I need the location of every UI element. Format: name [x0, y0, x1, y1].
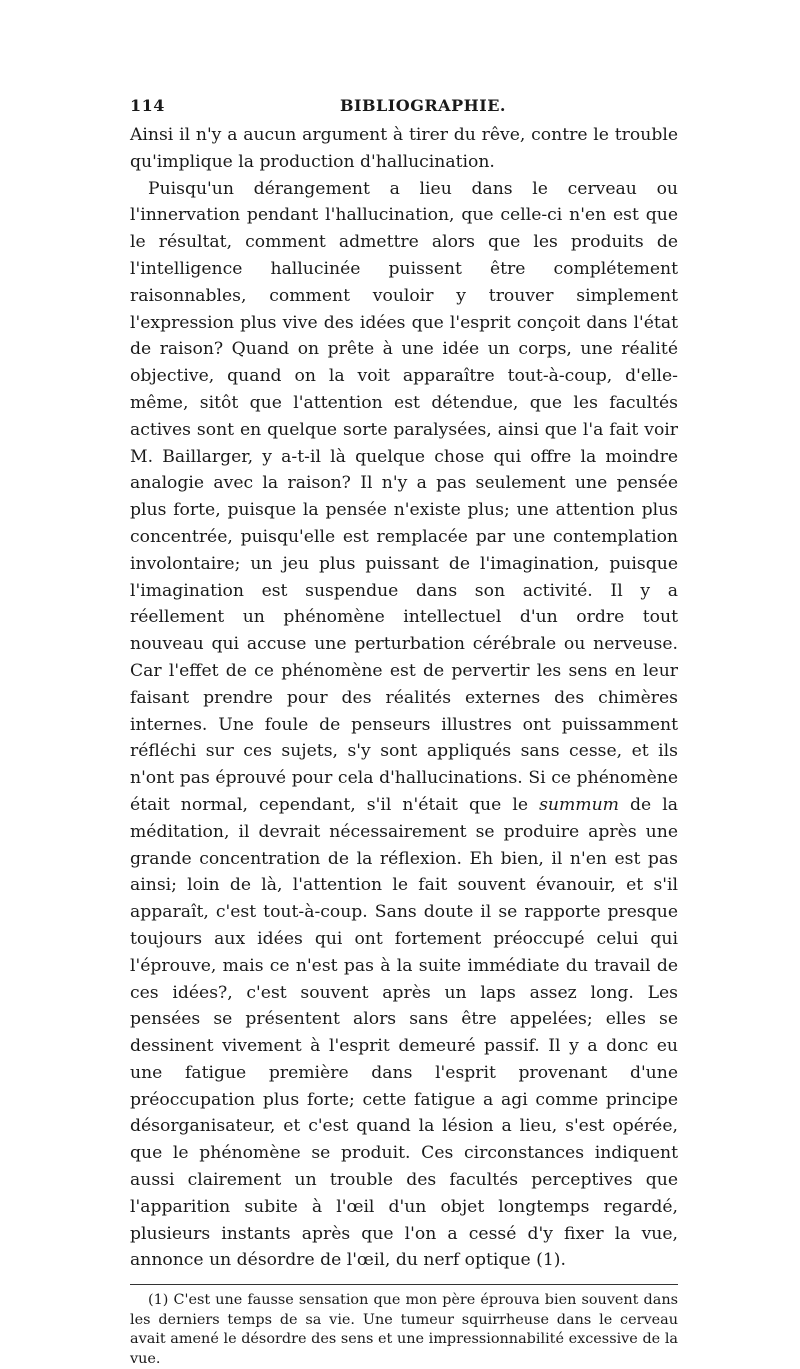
page-number: 114: [130, 96, 165, 115]
body-text: [130, 122, 678, 1274]
footnote: (1) C'est une fausse sensation que mon père éprouva bien souvent dans les derniers temps de sa vie. Une tumeur squirrheuse dans le cerveau avait amené le désordre des sens et une impressionnabilité excessive de la vue.: [130, 1292, 678, 1367]
paragraph-2: [130, 176, 678, 1275]
footnote-divider: [130, 1284, 678, 1285]
book-page: [130, 96, 678, 1369]
running-title: BIBLIOGRAPHIE.: [340, 96, 506, 115]
paragraph-1: Ainsi il n'y a aucun argument à tirer du rêve, contre le trouble qu'implique la production d'hallucination.: [130, 125, 678, 172]
paragraph-2-part-1: Puisqu'un dérangement a lieu dans le cerveau ou l'innervation pendant l'hallucination, que celle-ci n'en est que le résultat, comment admettre alors que les produits de l'intelligence hallucinée puissent être complétement raisonnables, comment vouloir y trouver simplement l'expression plus vive des idées que l'esprit conçoit dans l'état de raison? Quand on prête à une idée un corps, une réalité objective, quand on la voit apparaître tout-à-coup, d'elle-même, sitôt que l'attention est détendue, que les facultés actives sont en quelque sorte paralysées, ainsi que l'a fait voir M. Baillarger, y a-t-il là quelque chose qui offre la moindre analogie avec la raison? Il n'y a pas seulement une pensée plus forte, puisque la pensée n'existe plus; une attention plus concentrée, puisqu'elle est remplacée par une contemplation involontaire; un jeu plus puissant de l'imagination, puisque l'imagination est suspendue dans son activité. Il y a réellement un phénomène intellectuel d'un ordre tout nouveau qui accuse une perturbation cérébrale ou nerveuse. Car l'effet de ce phénomène est de pervertir les sens en leur faisant prendre pour des réalités externes des chimères internes. Une foule de penseurs illustres ont puissamment réfléchi sur ces sujets, s'y sont appliqués sans cesse, et ils n'ont pas éprouvé pour cela d'hallucinations. Si ce phénomène était normal, cependant, s'il n'était que le: [130, 178, 678, 815]
paragraph-2-part-2: de la méditation, il devrait nécessairement se produire après une grande concentration de la réflexion. Eh bien, il n'en est pas ainsi; loin de là, l'attention le fait souvent évanouir, et s'il apparaît, c'est tout-à-coup. Sans doute il se rapporte presque toujours aux idées qui ont fortement préoccupé celui qui l'éprouve, mais ce n'est pas à la suite immédiate du travail de ces idées?, c'est souvent après un laps assez long. Les pensées se présentent alors sans être appelées; elles se dessinent vivement à l'esprit demeuré passif. Il y a donc eu une fatigue première dans l'esprit provenant d'une préoccupation plus forte; cette fatigue a agi comme principe désorganisateur, et c'est quand la lésion a lieu, s'est opérée, que le phénomène se produit. Ces circonstances indiquent aussi clairement un trouble des facultés perceptives que l'apparition subite à l'œil d'un objet longtemps regardé, plusieurs instants après que l'on a cessé d'y fixer la vue, annonce un désordre de l'œil, du nerf optique (1).: [130, 794, 679, 1271]
page-header: [130, 96, 678, 122]
italic-term: summum: [539, 794, 619, 815]
